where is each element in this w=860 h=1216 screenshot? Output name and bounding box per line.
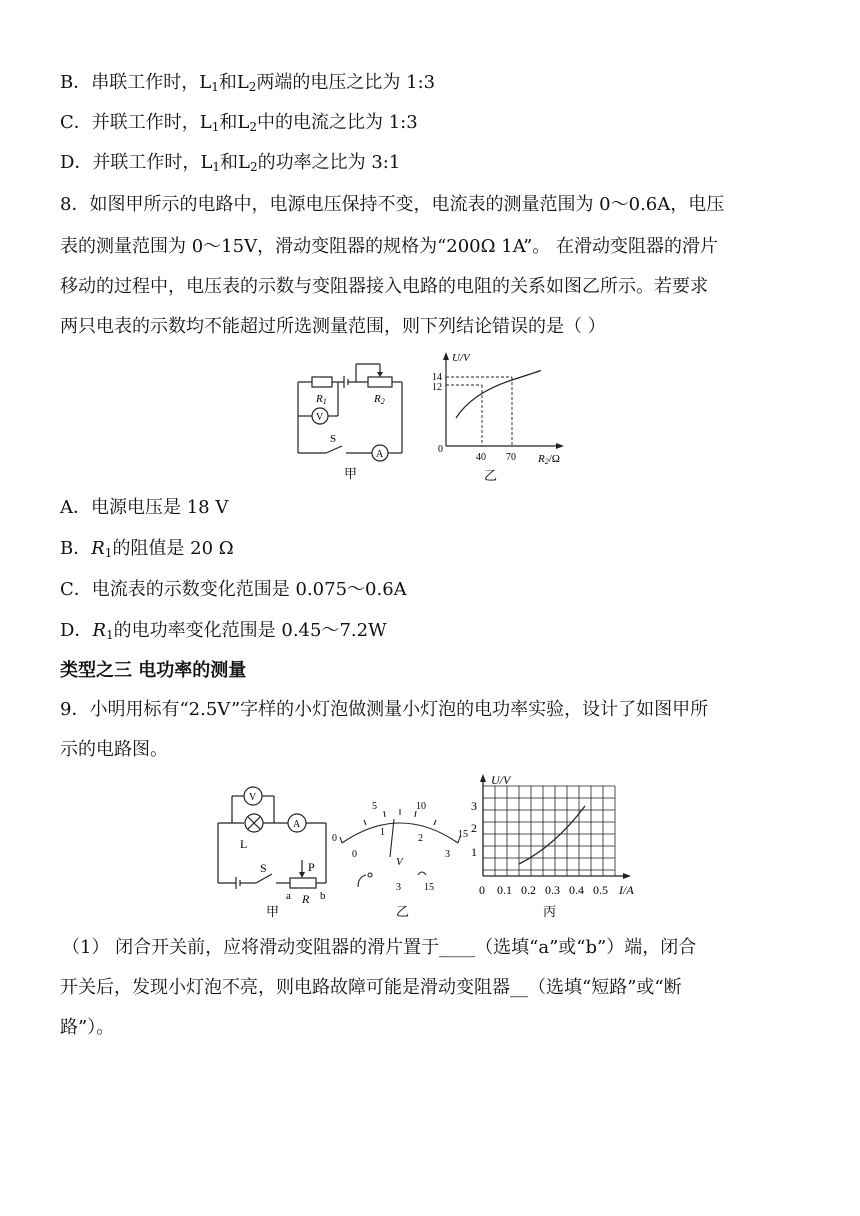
- voltage-curve: [456, 371, 541, 418]
- q9-circuit-diagram: [210, 775, 335, 920]
- figure-caption-jia: 甲: [266, 904, 280, 919]
- dial-needle: [390, 819, 394, 857]
- meter-unit: V: [396, 856, 403, 868]
- q9-line-1: 9．小明用标有“2.5V”字样的小灯泡做测量小灯泡的电功率实验，设计了如图甲所: [60, 699, 709, 720]
- q8-circuit-diagram: [290, 350, 410, 485]
- x-tick-0-1: 0.1: [497, 883, 512, 897]
- y-tick-2: 2: [471, 821, 477, 835]
- y-tick-12: 12: [432, 382, 442, 393]
- resistor-r2: [368, 377, 392, 387]
- ammeter-label: A: [376, 449, 384, 460]
- y-tick-1: 1: [471, 845, 477, 859]
- q8-option-b: B．$R_1$的阻值是 20 Ω: [60, 538, 234, 560]
- scale-bottom-2: 2: [418, 833, 423, 844]
- rheostat-label: R: [302, 892, 310, 906]
- x-axis-label: R2/Ω: [538, 453, 560, 466]
- scale-bottom-0: 0: [352, 849, 357, 860]
- scale-top-0: 0: [332, 833, 337, 844]
- q8-line-1: 8．如图甲所示的电路中，电源电压保持不变，电流表的测量范围为 0～0.6A，电压: [60, 194, 725, 215]
- q9-uv-graph: [465, 772, 655, 920]
- x-tick-0-4: 0.4: [569, 883, 584, 897]
- q8-voltage-graph: [432, 348, 577, 486]
- q9-sub1-line-3: 路”）。: [60, 1017, 115, 1038]
- terminal-15: 15: [424, 882, 434, 893]
- x-tick-70: 70: [506, 452, 516, 463]
- switch-s: [256, 874, 272, 883]
- ammeter-label: A: [293, 819, 301, 830]
- probe-left: [358, 875, 366, 887]
- y-axis-label: U/V: [491, 773, 511, 787]
- scale-bottom-3: 3: [445, 849, 450, 860]
- x-tick-0-2: 0.2: [521, 883, 536, 897]
- x-tick-0: 0: [479, 883, 485, 897]
- q9-sub1-line-2: 开关后，发现小灯泡不亮，则电路故障可能是滑动变阻器__（选填“短路”或“断: [60, 977, 682, 998]
- scale-top-5: 5: [372, 801, 377, 812]
- x-tick-40: 40: [476, 452, 486, 463]
- figure-caption-yi: 乙: [484, 468, 498, 483]
- terminal-3: 3: [396, 882, 401, 893]
- q7-option-d: D．并联工作时，$L_1$和$L_2$的功率之比为 3:1: [60, 152, 401, 174]
- q8-option-c: C．电流表的示数变化范围是 0.075～0.6A: [60, 579, 407, 600]
- terminal-b: b: [320, 890, 326, 902]
- figure-caption-bing: 丙: [543, 904, 557, 919]
- scale-bottom-1: 1: [380, 827, 385, 838]
- rheostat-r: [290, 878, 316, 888]
- q8-line-3: 移动的过程中，电压表的示数与变阻器接入电路的电阻的关系如图乙所示。若要求: [60, 276, 708, 297]
- q8-line-4: 两只电表的示数均不能超过所选测量范围，则下列结论错误的是（ ）: [60, 316, 606, 337]
- switch-label: S: [260, 861, 267, 875]
- y-axis-label: U/V: [452, 352, 470, 364]
- y-tick-14: 14: [432, 372, 442, 383]
- r1-label: R1: [316, 393, 327, 406]
- q9-voltmeter-dial: [330, 795, 470, 920]
- slider-label: P: [308, 860, 315, 874]
- voltmeter-label: V: [249, 792, 257, 803]
- resistor-r1: [312, 377, 332, 387]
- q7-option-c: C．并联工作时，$L_1$和$L_2$中的电流之比为 1:3: [60, 112, 418, 134]
- q9-line-2: 示的电路图。: [60, 739, 168, 760]
- q8-line-2: 表的测量范围为 0～15V，滑动变阻器的规格为“200Ω 1A”。 在滑动变阻器的滑片: [60, 236, 719, 257]
- origin-label: 0: [438, 444, 443, 455]
- voltmeter-label: V: [316, 412, 324, 423]
- q8-option-a: A．电源电压是 18 V: [60, 497, 229, 518]
- q9-sub1-line-1: （1） 闭合开关前，应将滑动变阻器的滑片置于____（选填“a”或“b”）端，闭合: [62, 937, 697, 958]
- figure-caption-yi: 乙: [396, 904, 410, 919]
- lamp-label: L: [240, 837, 248, 851]
- terminal-a: a: [286, 890, 291, 902]
- scale-top-15: 15: [458, 829, 468, 840]
- y-tick-3: 3: [471, 799, 477, 813]
- figure-caption-jia: 甲: [344, 466, 358, 481]
- switch-label: S: [330, 433, 337, 445]
- switch-terminal: [418, 872, 426, 875]
- scale-top-10: 10: [416, 801, 426, 812]
- section-heading: 类型之三 电功率的测量: [60, 660, 247, 681]
- x-tick-0-5: 0.5: [593, 883, 608, 897]
- r2-label: R2: [374, 393, 385, 406]
- x-tick-0-3: 0.3: [545, 883, 560, 897]
- switch-s: [326, 446, 342, 453]
- q7-option-b: B．串联工作时，$L_1$和$L_2$两端的电压之比为 1:3: [60, 72, 436, 94]
- x-axis-label: I/A: [619, 883, 634, 897]
- q8-option-d: D．$R_1$的电功率变化范围是 0.45～7.2W: [60, 620, 387, 642]
- uv-curve: [519, 806, 585, 864]
- dial-arc: [342, 823, 458, 843]
